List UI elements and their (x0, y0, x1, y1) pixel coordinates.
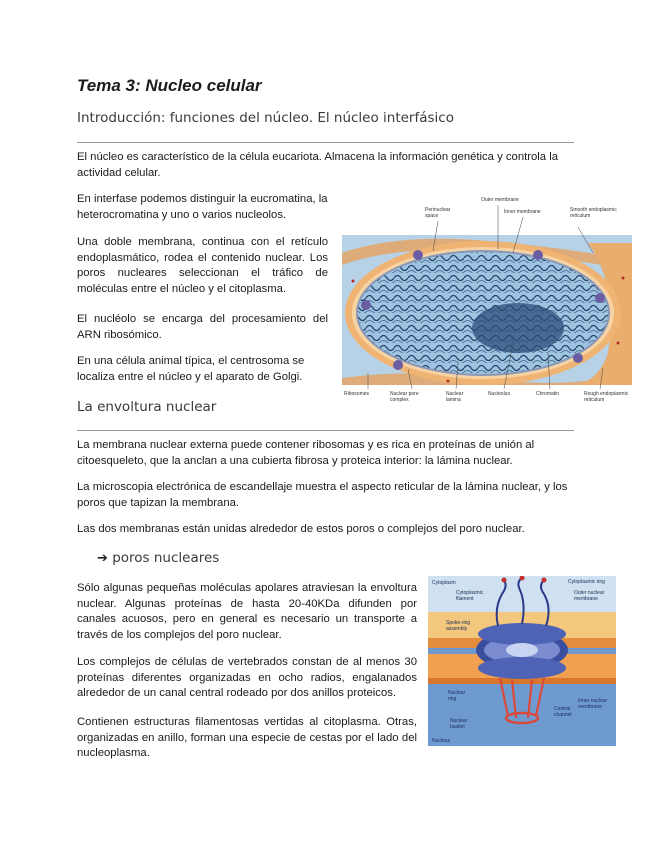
label-rough-er: Rough endoplasmic reticulum (584, 391, 629, 403)
paragraph: Las dos membranas están unidas alrededor de estos poros o complejos del poro nuclear. (77, 523, 525, 535)
label-perinuclear-space: Perinuclear space (425, 207, 451, 219)
divider (77, 142, 574, 143)
label-cytoplasmic-ring: Cytoplasmic ring (568, 579, 605, 585)
page-title: Tema 3: Nucleo celular (77, 76, 262, 95)
paragraph: En interfase podemos distinguir la eucromatina, la heterocromatina y uno o varios nucleolos. (77, 193, 328, 221)
label-nucleus: Nucleus (432, 738, 451, 744)
section-heading-intro: Introducción: funciones del núcleo. El núcleo interfásico (77, 110, 454, 126)
paragraph: El nucléolo se encarga del procesamiento del ARN ribosómico. (77, 313, 328, 341)
label-outer-membrane: Outer membrane (481, 197, 519, 203)
label-smooth-er: Smooth endoplasmic reticulum (570, 207, 617, 219)
paragraph: Los complejos de células de vertebrados constan de al menos 30 proteínas diferentes organizadas en ocho radios, engalanados alrededor de un canal central rodeado por dos anillos proteicos. (77, 656, 417, 700)
label-inner-nuclear-membrane: Inner nuclear membrane (578, 698, 608, 710)
section-heading-envoltura: La envoltura nuclear (77, 399, 217, 415)
label-ribosomes: Ribosomes (344, 391, 370, 397)
nuclear-pore-figure (428, 576, 616, 746)
nucleus-illustration (338, 193, 635, 408)
arrow-icon: ➔ (97, 551, 108, 566)
label-outer-nuclear-membrane: Outer nuclear membrane (574, 590, 605, 602)
divider (77, 430, 574, 431)
label-cytoplasm: Cytoplasm (432, 580, 456, 586)
label-nuclear-lamina: Nuclear lamina (446, 391, 464, 403)
label-inner-membrane: Inner membrane (504, 209, 541, 215)
paragraph: Sólo algunas pequeñas moléculas apolares atraviesan la envoltura nuclear. Algunas proteínas de hasta 20-40KDa difunden por canales acuosos, pero en general es necesario un transporte a través de los complejos del poro nuclear. (77, 582, 417, 641)
label-nuclear-basket: Nuclear basket (450, 718, 468, 730)
label-nuclear-pore-complex: Nuclear pore complex (390, 391, 419, 403)
label-chromatin: Chromatin (536, 391, 560, 397)
subsection-heading (97, 550, 219, 566)
paragraph: En una célula animal típica, el centrosoma se localiza entre el núcleo y el aparato de Golgi. (77, 355, 305, 383)
nucleus-figure (338, 193, 635, 408)
paragraph: La microscopia electrónica de escandellaje muestra el aspecto reticular de la lámina nuclear, y los poros que tapizan la membrana. (77, 481, 568, 509)
label-central-channel: Central channel (554, 706, 572, 718)
label-cytoplasmic-filament: Cytoplasmic filament (456, 590, 484, 602)
subsection-heading-text: poros nucleares (112, 550, 220, 566)
paragraph: Una doble membrana, continua con el retículo endoplasmático, rodea el contenido nuclear. Los poros nucleares seleccionan el tráfico de moléculas entre el núcleo y el citoplasma. (77, 236, 328, 295)
label-nuclear-ring: Nuclear ring (448, 690, 466, 702)
label-spoke-ring-assembly: Spoke-ring assembly (446, 620, 471, 632)
label-nucleolus: Nucleolus (488, 391, 510, 397)
paragraph: La membrana nuclear externa puede contener ribosomas y es rica en proteínas de unión al citoesqueleto, que la anclan a una cubierta fibrosa y proteica interior: la lámina nuclear. (77, 439, 535, 467)
paragraph: El núcleo es característico de la célula eucariota. Almacena la información genética y controla la actividad celular. (77, 151, 559, 179)
paragraph: Contienen estructuras filamentosas vertidas al citoplasma. Otras, organizadas en anillo, forman una especie de cestas por el lado del nucleoplasma. (77, 716, 417, 760)
